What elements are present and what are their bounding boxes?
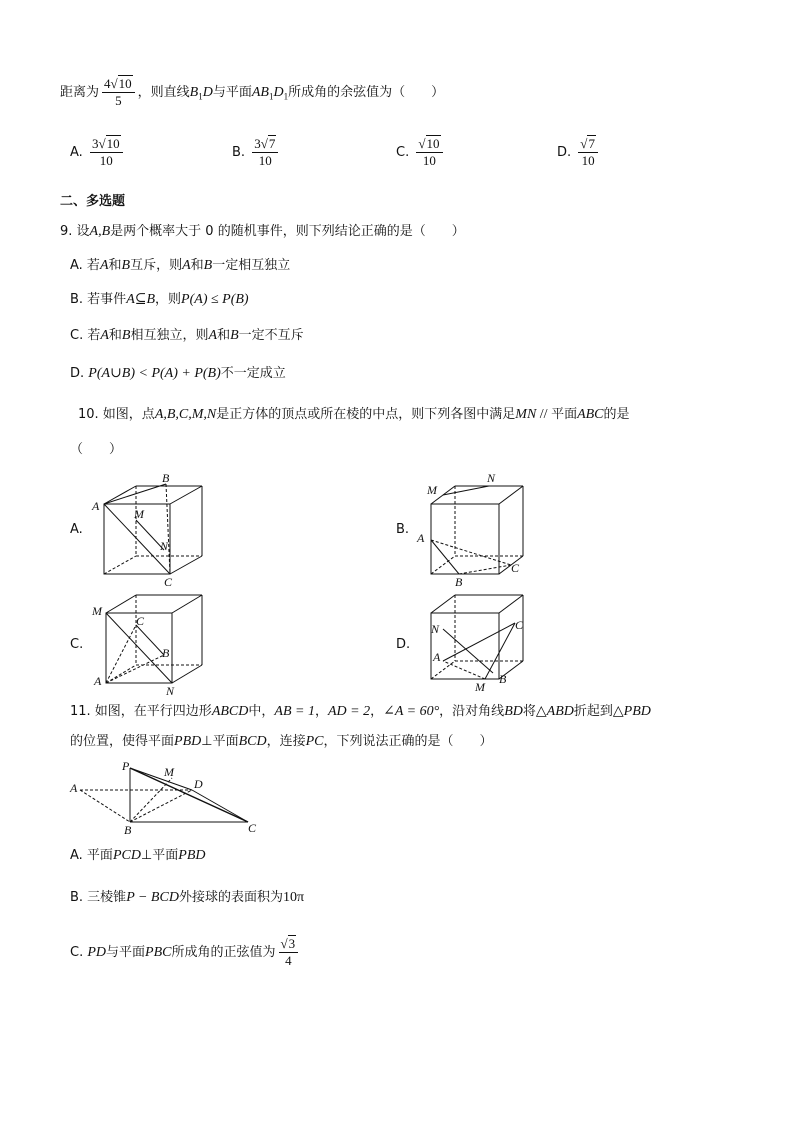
q8-plane-d: D [273,85,284,100]
text: 一定相互独立 [212,258,291,273]
q8-text-3: 与平面 [212,85,252,100]
label-a: A [94,674,102,688]
q10-option-b-letter[interactable]: B. [396,522,410,537]
frac-den: 10 [258,153,272,168]
frac-radicand: 10 [426,136,440,151]
var: ABC [577,407,604,422]
line-pc [130,768,248,822]
label-m: M [427,483,437,497]
q11-figure [68,756,268,838]
text: 平面 [551,407,578,422]
sqrt-sign: √3 [280,936,296,951]
text: D. [70,366,85,381]
text: 中， [248,704,275,719]
q8-option-c[interactable] [396,136,446,169]
q10-option-d-letter[interactable]: D. [396,637,411,652]
q11-c-fraction [279,936,299,969]
label-b: B [162,646,170,660]
frac-coef: 3 [91,136,99,151]
sqrt-sign: √10 [418,136,440,151]
section-title: 二、多选题 [60,194,126,209]
frac-radicand: 3 [288,936,296,951]
label-m: M [134,507,144,521]
label-m: M [475,680,485,694]
var: PBD [178,848,206,863]
label-d: D [194,777,203,791]
option-letter: D. [557,145,572,160]
text: 和 [108,258,122,273]
q8-distance-fraction [102,76,135,109]
text: ，则 [155,292,182,307]
q8-option-a[interactable] [70,136,126,169]
label-c: C [515,618,524,632]
text: A. 平面 [70,848,113,863]
line-mn [443,486,489,495]
label-p: P [122,759,130,773]
text: B. 若事件 [70,292,127,307]
text: 平面 [212,734,239,749]
label-n: N [160,539,169,553]
text: 与平面 [106,945,146,960]
text: A. 若 [70,258,100,273]
q8-line-b: B [189,85,199,100]
text: 11. 如图，在平行四边形 [70,704,212,719]
q9-stem [60,222,465,242]
q8-text-4: 所成角的余弦值为（ ） [288,85,445,100]
option-letter: C. [396,145,410,160]
perp-symbol: ⊥ [140,848,153,863]
math-expr: A⊆B [126,292,156,307]
text: 相互独立，则 [130,328,209,343]
text: 是正方体的顶点或所在棱的中点，则下列各图中满足 [216,407,516,422]
math-expr: AD = 2 [327,704,371,719]
q8-line-d: D [202,85,213,100]
q10-figure-d [415,585,555,697]
frac-den: 10 [581,153,595,168]
var: PBC [145,945,172,960]
q10-figure-b [415,470,555,590]
math-expr: AB = 1 [274,704,315,719]
q8-plane-sub1: 1 [268,91,274,102]
q10-figure-c [90,585,230,697]
q8-option-b[interactable] [232,136,281,169]
text: B. 三棱锥 [70,890,127,905]
label-c: C [248,821,257,835]
var: B [230,328,239,343]
q10-option-a-letter[interactable]: A. [70,522,83,537]
text: 所成角的正弦值为 [171,945,276,960]
text: ，连接 [266,734,306,749]
var: B [121,328,131,343]
q9-number: 9. 设 [60,224,90,239]
var: A [182,258,191,273]
q8-frac-den: 5 [115,93,122,108]
label-c: C [511,561,520,575]
var: B [121,258,131,273]
text: 折起到 [573,704,613,719]
q8-option-d[interactable] [557,136,601,169]
var: MN [515,407,537,422]
math-expr: P(A∪B) < P(A) + P(B) [88,366,221,381]
var: PBD [174,734,202,749]
label-c: C [136,614,145,628]
math-value: 10π [282,890,305,905]
var: BCD [238,734,267,749]
label-n: N [487,471,496,485]
label-n: N [166,684,175,697]
q10-stem [78,405,630,425]
q10-figure-a [90,470,230,590]
text: C. 若 [70,328,101,343]
label-a: A [417,531,425,545]
option-fraction [416,136,442,169]
math-expr: ∠A = 60° [383,704,440,719]
var: B [203,258,213,273]
sqrt-sign: √7 [580,136,595,151]
option-fraction [578,136,598,169]
q11-option-c[interactable] [70,936,301,969]
q9-vars: A,B [89,224,111,239]
var: PD [87,945,107,960]
text: 和 [190,258,204,273]
q9-option-b[interactable] [70,290,249,310]
text: 平面 [152,848,179,863]
q8-frac-radicand: 10 [118,76,132,91]
option-fraction [252,136,278,169]
frac-den: 4 [285,953,292,968]
q8-text-2: ，则直线 [137,85,190,100]
frac-den: 10 [99,153,113,168]
var: A [208,328,218,343]
option-letter: B. [232,145,246,160]
frac-radicand: 7 [268,136,276,151]
line-nb [443,629,493,673]
text: 的是 [603,407,630,422]
frac-radicand: 10 [106,136,120,151]
label-b: B [455,575,463,589]
text: 互斥，则 [130,258,183,273]
text: 将 [522,704,536,719]
option-letter: A. [70,145,83,160]
sqrt-sign: √10 [110,76,132,91]
q10-option-c-letter[interactable]: C. [70,637,84,652]
q8-text-1: 距离为 [60,85,100,100]
line-ab [431,540,459,574]
q9-option-a[interactable] [70,256,290,276]
label-b: B [124,823,132,837]
text: 不一定成立 [220,366,286,381]
var: A [99,258,109,273]
text: ， [370,704,384,719]
q9-option-d[interactable] [70,364,286,384]
label-a: A [92,499,100,513]
label-c: C [164,575,173,589]
text: ，沿对角线 [439,704,505,719]
text: ， [314,704,328,719]
var: ABCD [211,704,249,719]
q8-stem [60,76,444,109]
label-a: A [70,781,78,795]
text: ，下列说法正确的是（ ） [323,734,493,749]
math-expr: P(A) ≤ P(B) [181,292,249,307]
label-a: A [433,650,441,664]
var: PCD [112,848,141,863]
math-expr: P − BCD [126,890,179,905]
var: △ABD [535,704,574,719]
q8-frac-coef: 4 [104,76,111,91]
label-b: B [162,471,170,485]
perp-symbol: ⊥ [201,734,213,749]
parallel-symbol: // [536,407,552,422]
label-m: M [92,604,102,618]
label-b: B [499,672,507,686]
text: 一定不互斥 [238,328,304,343]
text: 和 [217,328,231,343]
text: 的位置，使得平面 [70,734,175,749]
q11-stem-line1 [70,702,651,722]
text: 和 [108,328,122,343]
q10-paren: （ ） [70,442,123,457]
q11-option-a[interactable] [70,846,206,866]
var: A [100,328,109,343]
var: BD [504,704,523,719]
q10-points: A,B,C,M,N [154,407,217,422]
q9-text: 是两个概率大于 0 的随机事件，则下列结论正确的是（ ） [110,224,465,239]
text: 外接球的表面积为 [178,890,283,905]
q8-plane-ab: AB [251,85,269,100]
text: C. [70,945,84,960]
label-m: M [164,765,174,779]
sqrt-sign: √10 [98,136,120,151]
q9-option-c[interactable] [70,326,304,346]
frac-coef: 3 [254,136,261,151]
q10-number: 10. 如图，点 [78,407,155,422]
q8-line-sub: 1 [198,91,203,102]
label-n: N [431,622,440,636]
var: △PBD [612,704,651,719]
sqrt-sign: √7 [260,136,276,151]
q11-option-b[interactable] [70,888,304,908]
frac-den: 10 [422,153,436,168]
var: PC [305,734,324,749]
frac-radicand: 7 [588,136,595,151]
q8-plane-sub2: 1 [283,91,289,102]
option-fraction [90,136,123,169]
q11-stem-line2 [70,732,493,752]
